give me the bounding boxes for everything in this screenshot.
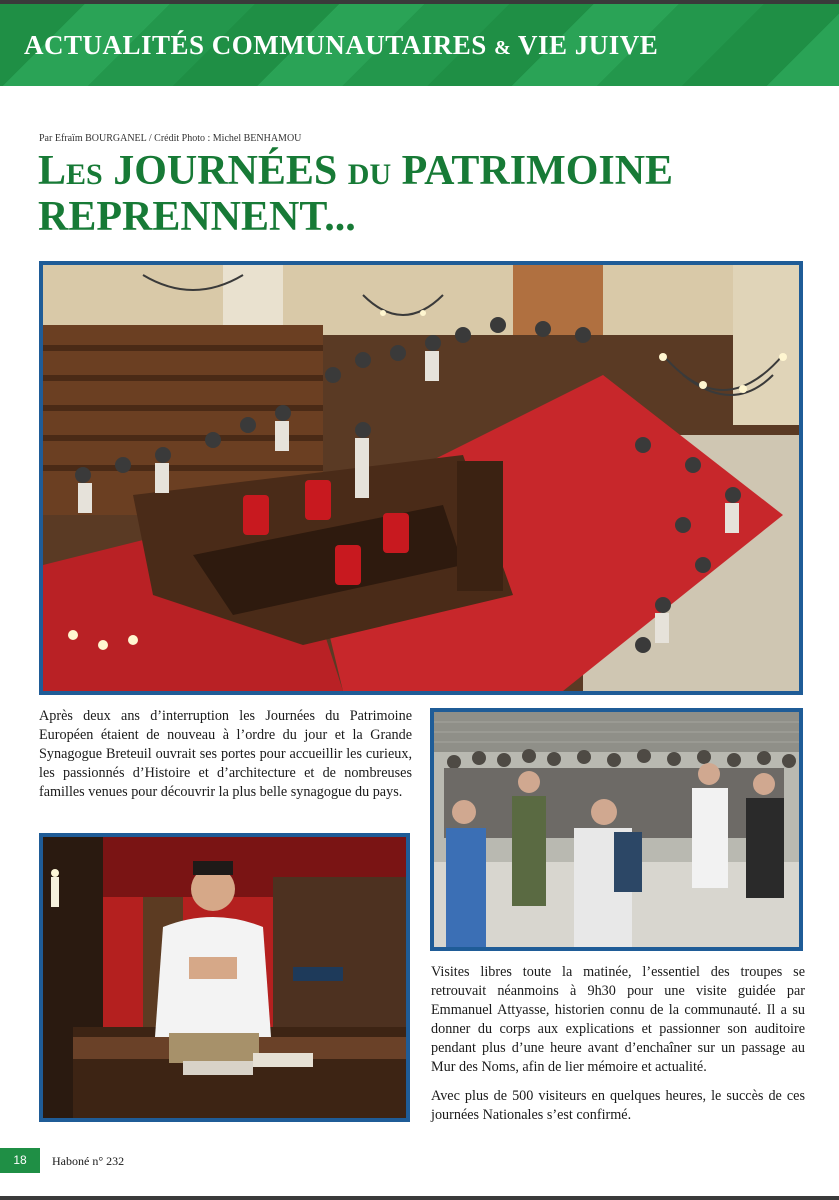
section-banner [0, 4, 839, 86]
historian-portrait-photo [39, 833, 410, 1122]
headline-word-4: PATRIMOINE [401, 148, 674, 194]
section-title-amp: & [494, 37, 512, 59]
magazine-issue: Haboné n° 232 [52, 1154, 125, 1168]
headline-word-3: DU [347, 158, 392, 191]
synagogue-interior-photo [39, 261, 803, 695]
bottom-rule [0, 1196, 839, 1200]
article-headline [38, 150, 798, 238]
headline-line-2: REPRENNENT... [38, 194, 356, 240]
section-title-main: ACTUALITÉS COMMUNAUTAIRES [24, 30, 487, 60]
section-title [24, 30, 658, 61]
headline-word-2: JOURNÉES [113, 148, 338, 194]
article-credit: Par Efraïm BOURGANEL / Crédit Photo : Michel BENHAMOU [39, 133, 302, 144]
visitors-group-photo [430, 708, 803, 951]
page-number: 18 [0, 1148, 40, 1173]
article-paragraph-2: Visites libres toute la matinée, l’essentiel des troupes se retrouvait néanmoins à 9h30 pour une visite guidée par Emmanuel Attyasse, historien connu de la communauté. Il a su donner du corps aux explications et passionner son auditoire pendant plus d’une heure avant d’enchaîner sur un passage au Mur des Noms, afin de lier mémoire et actualité. [431, 964, 805, 1075]
headline-word-1: LES [38, 148, 103, 194]
article-paragraph-1: Après deux ans d’interruption les Journées du Patrimoine Européen étaient de nouveau à l’ordre du jour et la Grande Synagogue Breteuil ouvrait ses portes pour accueillir les curieux, les passionnés d’Histoire et d’architecture et de nombreuses familles venues pour découvrir la plus belle synagogue du pays. [39, 708, 412, 800]
section-title-end: VIE JUIVE [518, 30, 659, 60]
article-paragraph-3: Avec plus de 500 visiteurs en quelques heures, le succès de ces journées Nationales s’est confirmé. [431, 1088, 805, 1123]
